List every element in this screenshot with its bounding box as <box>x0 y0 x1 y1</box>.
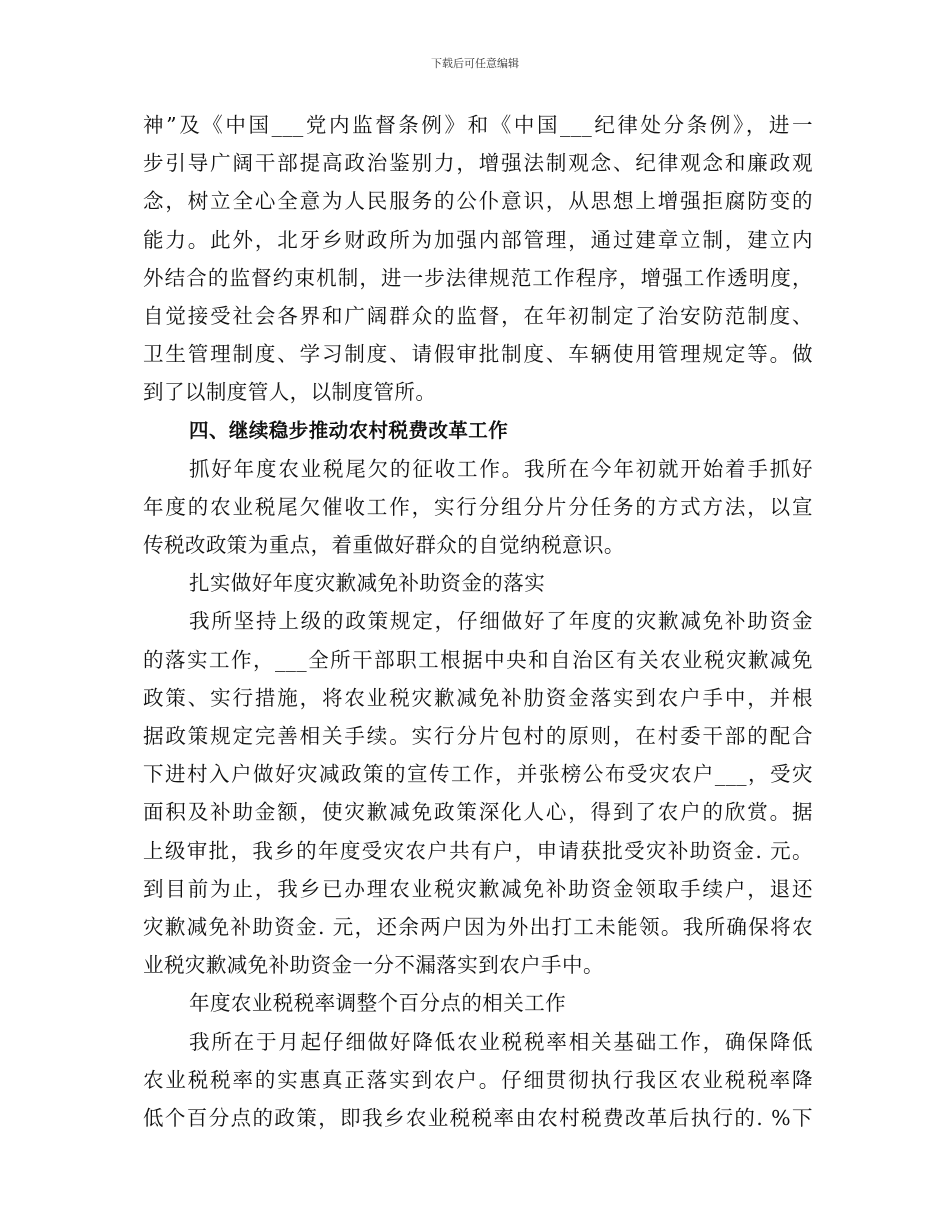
text-line: 业税灾歉减免补助资金一分不漏落实到农户手中。 <box>143 953 604 978</box>
text-line: 政策、实行措施，将农业税灾歉减免补肋资金落实到农户手中，并根 <box>143 685 813 710</box>
page-header: 下载后可任意编辑 <box>431 57 519 70</box>
text-line: 据政策规定完善相关手续。实行分片包村的原则，在村委干部的配合 <box>143 724 813 748</box>
text-line: 到目前为止，我乡已办理农业税灾歉减免补助资金领取手续户，退还 <box>143 876 813 901</box>
text-line: 能力。此外，北牙乡财政所为加强内部管理，通过建章立制，建立内 <box>143 227 813 252</box>
section-heading: 四、继续稳步推动农村税费改革工作 <box>189 418 509 442</box>
text-line: 外结合的监督约束机制，进一步法律规范工作程序，增强工作透明度， <box>143 265 813 290</box>
text-line: 的落实工作，___全所干部职工根据中央和自治区有关农业税灾歉减免 <box>143 647 813 672</box>
text-line: 低个百分点的政策，即我乡农业税税率由农村税费改革后执行的. %下 <box>143 1105 813 1130</box>
text-line: 步引导广阔干部提高政治鉴别力，增强法制观念、纪律观念和廉政观 <box>143 151 813 176</box>
text-line: 念，树立全心全意为人民服务的公仆意识，从思想上增强拒腐防变的 <box>143 189 813 214</box>
text-line: 抓好年度农业税尾欠的征收工作。我所在今年初就开始着手抓好 <box>189 456 813 481</box>
text-line: 下进村入户做好灾减政策的宣传工作，并张榜公布受灾农户___，受灾 <box>143 762 813 787</box>
text-line: 农业税税率的实惠真正落实到农户。仔细贯彻执行我区农业税税率降 <box>143 1067 813 1092</box>
text-line: 上级审批，我乡的年度受灾农户共有户，申请获批受灾补助资金. 元。 <box>143 838 813 863</box>
text-line: 传税改政策为重点，着重做好群众的自觉纳税意识。 <box>143 533 625 558</box>
document-body <box>143 106 813 1137</box>
text-line: 到了以制度管人，以制度管所。 <box>143 380 437 405</box>
text-line: 面积及补助金额，使灾歉减免政策深化人心，得到了农户的欣赏。据 <box>143 800 813 825</box>
text-line: 年度农业税税率调整个百分点的相关工作 <box>189 991 567 1016</box>
text-line: 年度的农业税尾欠催收工作，实行分组分片分任务的方式方法，以宣 <box>143 494 813 519</box>
text-line: 神”及《中国___党内监督条例》和《中国___纪律处分条例》，进一 <box>143 113 813 137</box>
text-line: 卫生管理制度、学习制度、请假审批制度、车辆使用管理规定等。做 <box>143 342 813 367</box>
text-line: 灾歉减免补助资金. 元，还余两户因为外出打工未能领。我所确保将农 <box>143 914 813 939</box>
text-line: 扎实做好年度灾歉减免补助资金的落实 <box>189 571 546 596</box>
text-line: 我所坚持上级的政策规定，仔细做好了年度的灾歉减免补助资金 <box>189 609 813 634</box>
text-line: 自觉接受社会各界和广阔群众的监督，在年初制定了治安防范制度、 <box>143 303 813 328</box>
text-line: 我所在于月起仔细做好降低农业税税率相关基础工作，确保降低 <box>189 1029 813 1054</box>
